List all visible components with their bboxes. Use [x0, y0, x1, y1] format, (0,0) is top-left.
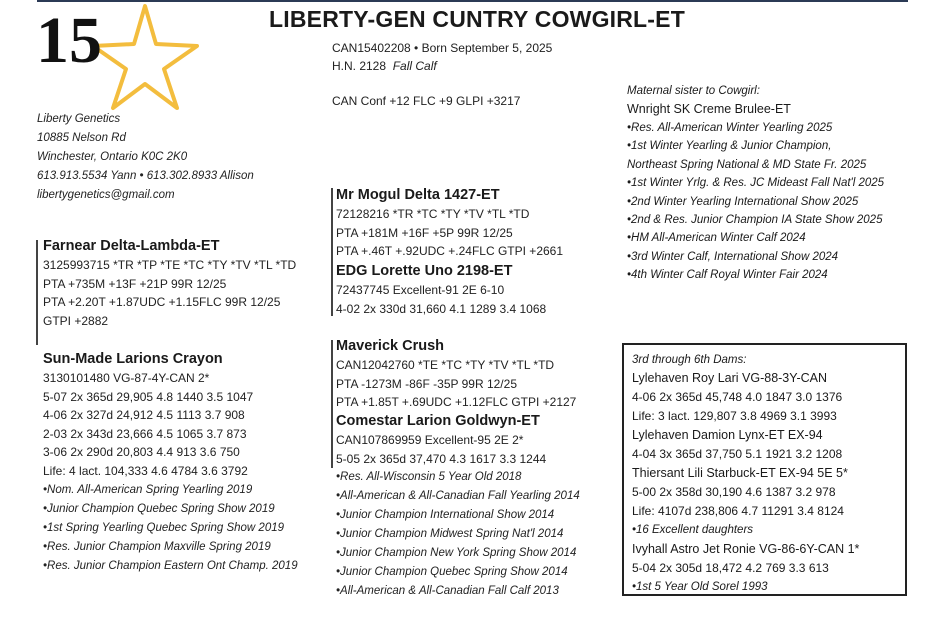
- dam5-note: •16 Excellent daughters: [632, 524, 754, 536]
- dam-dam-honor: •Res. All-Wisconsin 5 Year Old 2018: [336, 471, 522, 484]
- dam6-note: •1st 5 Year Old Sorel 1993: [632, 581, 768, 593]
- hn-line: [332, 57, 437, 75]
- sire-name: Farnear Delta-Lambda-ET: [43, 238, 220, 254]
- dam-sire-block: [336, 336, 576, 412]
- dam-dam-honor: •Junior Champion Quebec Spring Show 2014: [336, 566, 568, 579]
- dam-dam-line: CAN107869959 Excellent-95 2E 2*: [336, 433, 524, 447]
- dam5-name: Thiersant Lili Starbuck-ET EX-94 5E 5*: [632, 466, 848, 480]
- dam-sire-name: Maverick Crush: [336, 338, 444, 354]
- dam-line: 3130101480 VG-87-4Y-CAN 2*: [43, 371, 210, 385]
- sire-bracket: [36, 240, 38, 345]
- maternal-name: Wnright SK Creme Brulee-ET: [627, 102, 791, 116]
- sire-sire-block: [336, 185, 563, 261]
- sire-line: GTPI +2882: [43, 313, 109, 328]
- sire-dam-line: 72437745 Excellent-91 2E 6-10: [336, 283, 505, 297]
- sire-line: PTA +735M +13F +21P 99R 12/25: [43, 276, 227, 291]
- dam-line: 2-03 2x 343d 23,666 4.5 1065 3.7 873: [43, 426, 247, 441]
- consignor-address: 10885 Nelson Rd: [37, 132, 126, 144]
- star-icon: [85, 0, 205, 120]
- dam-sire-bracket: [331, 340, 333, 468]
- animal-title: LIBERTY-GEN CUNTRY COWGIRL-ET: [269, 6, 685, 32]
- sire-sire-name: Mr Mogul Delta 1427-ET: [336, 187, 500, 203]
- dam4-name: Lylehaven Damion Lynx-ET EX-94: [632, 428, 823, 442]
- consignor-info: [37, 110, 254, 205]
- consignor-email[interactable]: libertygenetics@gmail.com: [37, 189, 175, 201]
- consignor-phone: 613.913.5534 Yann • 613.302.8933 Allison: [37, 170, 254, 182]
- dam-honor: •1st Spring Yearling Quebec Spring Show 2019: [43, 521, 285, 534]
- conformation-line: CAN Conf +12 FLC +9 GLPI +3217: [332, 94, 521, 108]
- sire-dam-block: [336, 261, 546, 318]
- dam-honor: •Nom. All-American Spring Yearling 2019: [43, 483, 253, 496]
- sire-sire-line: PTA +.46T +.92UDC +.24FLC GTPI +2661: [336, 244, 564, 259]
- dam-dam-honor: •Junior Champion Midwest Spring Nat'l 2014: [336, 528, 564, 541]
- dam-name: Sun-Made Larions Crayon: [43, 351, 223, 367]
- maternal-honor: •1st Winter Yrlg. & Res. JC Mideast Fall Nat'l 2025: [627, 177, 885, 190]
- maternal-honor: •3rd Winter Calf, International Show 2024: [627, 250, 839, 263]
- maternal-honor: •Res. All-American Winter Yearling 2025: [627, 122, 833, 134]
- dam-line: 5-07 2x 365d 29,905 4.8 1440 3.5 1047: [43, 389, 254, 404]
- maternal-honor: •2nd & Res. Junior Champion IA State Show 2025: [627, 214, 883, 227]
- dam-line: 3-06 2x 290d 20,803 4.4 913 3.6 750: [43, 445, 240, 460]
- dam-dam-block: [336, 411, 580, 601]
- calf-class: Fall Calf: [392, 59, 437, 73]
- lot-number: 15: [36, 4, 102, 77]
- dam-honor: •Junior Champion Quebec Spring Show 2019: [43, 502, 275, 515]
- maternal-sister-block: [627, 83, 884, 285]
- maternal-honor: •HM All-American Winter Calf 2024: [627, 232, 806, 245]
- dams-box: [622, 343, 907, 596]
- dam-dam-honor: •Junior Champion New York Spring Show 2014: [336, 547, 577, 560]
- dam-line: 4-06 2x 327d 24,912 4.5 1113 3.7 908: [43, 408, 245, 423]
- sire-sire-line: 72128216 *TR *TC *TY *TV *TL *TD: [336, 207, 530, 221]
- sire-dam-line: 4-02 2x 330d 31,660 4.1 1289 3.4 1068: [336, 301, 547, 316]
- maternal-honor: •4th Winter Calf Royal Winter Fair 2024: [627, 269, 828, 282]
- sire-sire-line: PTA +181M +16F +5P 99R 12/25: [336, 225, 513, 240]
- dam3-line: Life: 3 lact. 129,807 3.8 4969 3.1 3993: [632, 409, 837, 423]
- maternal-header: Maternal sister to Cowgirl:: [627, 85, 760, 97]
- maternal-honor: •1st Winter Yearling & Junior Champion,: [627, 140, 832, 153]
- dam4-line: 4-04 3x 365d 37,750 5.1 1921 3.2 1208: [632, 447, 843, 461]
- consignor-city: Winchester, Ontario K0C 2K0: [37, 151, 188, 163]
- dam-dam-honor: •All-American & All-Canadian Fall Yearling 2014: [336, 490, 580, 503]
- dam6-name: Ivyhall Astro Jet Ronie VG-86-6Y-CAN 1*: [632, 542, 860, 556]
- sire-dam-name: EDG Lorette Uno 2198-ET: [336, 263, 513, 279]
- dams-header: 3rd through 6th Dams:: [632, 354, 747, 366]
- dam3-name: Lylehaven Roy Lari VG-88-3Y-CAN: [632, 371, 828, 385]
- dam-dam-honor: •All-American & All-Canadian Fall Calf 2013: [336, 585, 559, 598]
- dam-sire-line: PTA -1273M -86F -35P 99R 12/25: [336, 376, 517, 391]
- sire-line: 3125993715 *TR *TP *TE *TC *TY *TV *TL *TD: [43, 258, 297, 272]
- dam-dam-line: 5-05 2x 365d 37,470 4.3 1617 3.3 1244: [336, 451, 547, 466]
- dam-line: Life: 4 lact. 104,333 4.6 4784 3.6 3792: [43, 463, 248, 478]
- dam-sire-line: PTA +1.85T +.69UDC +1.12FLC GTPI +2127: [336, 395, 577, 410]
- consignor-name: Liberty Genetics: [37, 113, 121, 125]
- dam-sire-line: CAN12042760 *TE *TC *TY *TV *TL *TD: [336, 358, 555, 372]
- dam5-line: Life: 4107d 238,806 4.7 11291 3.4 8124: [632, 504, 844, 518]
- sire-line: PTA +2.20T +1.87UDC +1.15FLC 99R 12/25: [43, 295, 281, 310]
- hn-number: H.N. 2128: [332, 59, 393, 73]
- dam3-line: 4-06 2x 365d 45,748 4.0 1847 3.0 1376: [632, 390, 843, 404]
- dam-dam-honor: •Junior Champion International Show 2014: [336, 509, 555, 522]
- dam5-line: 5-00 2x 358d 30,190 4.6 1387 3.2 978: [632, 485, 836, 499]
- registration-line: CAN15402208 • Born September 5, 2025: [332, 41, 553, 55]
- sire-sire-bracket: [331, 188, 333, 316]
- dam-honor: •Res. Junior Champion Maxville Spring 2019: [43, 540, 271, 553]
- dam-dam-name: Comestar Larion Goldwyn-ET: [336, 413, 540, 429]
- dam-honor: •Res. Junior Champion Eastern Ont Champ. 2019: [43, 559, 298, 572]
- sire-block: [43, 236, 296, 330]
- dam6-line: 5-04 2x 305d 18,472 4.2 769 3.3 613: [632, 561, 829, 575]
- dam-block: [43, 349, 298, 576]
- maternal-honor: Northeast Spring National & MD State Fr. 2025: [627, 158, 867, 171]
- maternal-honor: •2nd Winter Yearling International Show 2025: [627, 195, 859, 208]
